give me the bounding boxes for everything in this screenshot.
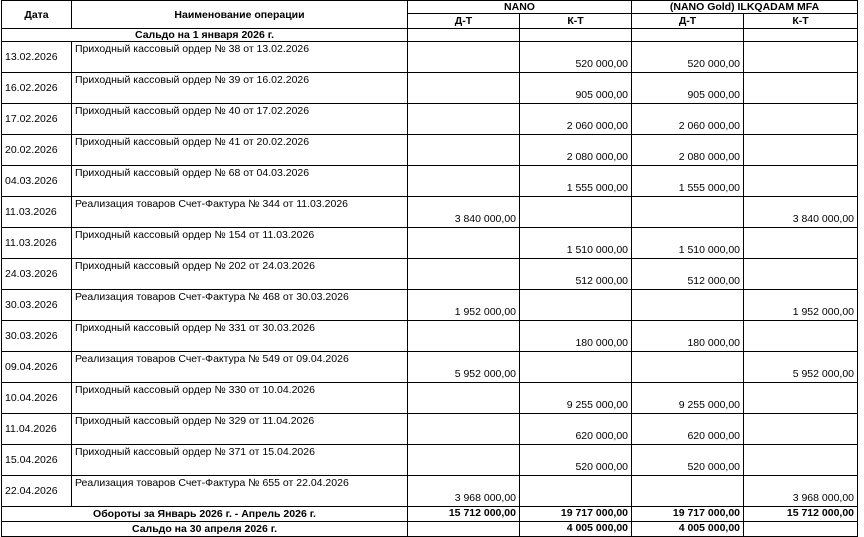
row-credit-nano-gold — [744, 104, 858, 135]
row-date: 30.03.2026 — [2, 290, 72, 321]
row-debit-nano — [408, 445, 520, 476]
turnover-credit-nano-gold: 15 712 000,00 — [744, 507, 858, 522]
header-party-nano-gold: (NANO Gold) ILKQADAM MFA — [632, 1, 858, 14]
row-debit-nano-gold: 180 000,00 — [632, 321, 744, 352]
row-debit-nano-gold: 1 555 000,00 — [632, 166, 744, 197]
table-row — [2, 73, 858, 104]
row-credit-nano: 1 510 000,00 — [520, 228, 632, 259]
row-date: 17.02.2026 — [2, 104, 72, 135]
table-row — [2, 42, 858, 73]
row-operation: Приходный кассовый ордер № 330 от 10.04.2026 — [72, 383, 408, 414]
row-debit-nano-gold: 2 080 000,00 — [632, 135, 744, 166]
row-debit-nano-gold — [632, 197, 744, 228]
row-debit-nano — [408, 104, 520, 135]
closing-balance-label: Сальдо на 30 апреля 2026 г. — [2, 522, 408, 537]
row-date: 11.03.2026 — [2, 197, 72, 228]
row-credit-nano: 905 000,00 — [520, 73, 632, 104]
table-row — [2, 228, 858, 259]
row-credit-nano-gold — [744, 259, 858, 290]
header-party-nano: NANO — [408, 1, 632, 14]
turnover-credit-nano: 19 717 000,00 — [520, 507, 632, 522]
row-credit-nano-gold — [744, 228, 858, 259]
opening-debit-nano — [408, 29, 520, 42]
turnover-debit-nano-gold: 19 717 000,00 — [632, 507, 744, 522]
row-operation: Приходный кассовый ордер № 41 от 20.02.2026 — [72, 135, 408, 166]
row-operation: Приходный кассовый ордер № 68 от 04.03.2026 — [72, 166, 408, 197]
row-debit-nano: 3 840 000,00 — [408, 197, 520, 228]
row-debit-nano — [408, 259, 520, 290]
row-credit-nano — [520, 476, 632, 507]
table-row — [2, 135, 858, 166]
row-credit-nano-gold — [744, 414, 858, 445]
row-credit-nano-gold — [744, 445, 858, 476]
closing-credit-nano-gold — [744, 522, 858, 537]
row-date: 22.04.2026 — [2, 476, 72, 507]
opening-credit-nano — [520, 29, 632, 42]
row-debit-nano-gold: 620 000,00 — [632, 414, 744, 445]
row-credit-nano-gold: 1 952 000,00 — [744, 290, 858, 321]
row-date: 30.03.2026 — [2, 321, 72, 352]
row-operation: Приходный кассовый ордер № 331 от 30.03.2026 — [72, 321, 408, 352]
row-debit-nano — [408, 321, 520, 352]
row-date: 04.03.2026 — [2, 166, 72, 197]
table-row — [2, 290, 858, 321]
row-date: 24.03.2026 — [2, 259, 72, 290]
turnover-debit-nano: 15 712 000,00 — [408, 507, 520, 522]
row-debit-nano: 5 952 000,00 — [408, 352, 520, 383]
table-row — [2, 166, 858, 197]
row-date: 09.04.2026 — [2, 352, 72, 383]
row-operation: Реализация товаров Счет-Фактура № 468 от 30.03.2026 — [72, 290, 408, 321]
row-credit-nano-gold — [744, 73, 858, 104]
table-row — [2, 476, 858, 507]
row-credit-nano: 512 000,00 — [520, 259, 632, 290]
table-row — [2, 321, 858, 352]
row-credit-nano-gold: 3 968 000,00 — [744, 476, 858, 507]
table-row — [2, 383, 858, 414]
reconciliation-act — [1, 0, 858, 537]
row-date: 10.04.2026 — [2, 383, 72, 414]
row-operation: Приходный кассовый ордер № 202 от 24.03.2026 — [72, 259, 408, 290]
row-operation: Реализация товаров Счет-Фактура № 655 от 22.04.2026 — [72, 476, 408, 507]
row-date: 13.02.2026 — [2, 42, 72, 73]
row-operation: Приходный кассовый ордер № 154 от 11.03.2026 — [72, 228, 408, 259]
table-row — [2, 104, 858, 135]
row-date: 16.02.2026 — [2, 73, 72, 104]
row-credit-nano — [520, 290, 632, 321]
row-credit-nano — [520, 197, 632, 228]
row-operation: Приходный кассовый ордер № 40 от 17.02.2026 — [72, 104, 408, 135]
row-operation: Приходный кассовый ордер № 371 от 15.04.2026 — [72, 445, 408, 476]
turnover-label: Обороты за Январь 2026 г. - Апрель 2026 г. — [2, 507, 408, 522]
row-debit-nano — [408, 166, 520, 197]
row-debit-nano — [408, 135, 520, 166]
row-date: 11.04.2026 — [2, 414, 72, 445]
row-debit-nano-gold — [632, 476, 744, 507]
table-row — [2, 445, 858, 476]
row-debit-nano: 3 968 000,00 — [408, 476, 520, 507]
header-date: Дата — [2, 1, 72, 29]
header-credit-nano: К-Т — [520, 14, 632, 29]
row-credit-nano: 2 080 000,00 — [520, 135, 632, 166]
row-debit-nano-gold: 1 510 000,00 — [632, 228, 744, 259]
row-debit-nano-gold: 905 000,00 — [632, 73, 744, 104]
row-operation: Реализация товаров Счет-Фактура № 549 от 09.04.2026 — [72, 352, 408, 383]
row-credit-nano-gold: 3 840 000,00 — [744, 197, 858, 228]
row-debit-nano — [408, 228, 520, 259]
row-debit-nano-gold: 2 060 000,00 — [632, 104, 744, 135]
row-debit-nano-gold: 520 000,00 — [632, 445, 744, 476]
table-row — [2, 197, 858, 228]
row-debit-nano-gold — [632, 352, 744, 383]
row-credit-nano — [520, 352, 632, 383]
table-row — [2, 352, 858, 383]
row-credit-nano-gold: 5 952 000,00 — [744, 352, 858, 383]
row-credit-nano-gold — [744, 42, 858, 73]
closing-credit-nano: 4 005 000,00 — [520, 522, 632, 537]
row-credit-nano: 2 060 000,00 — [520, 104, 632, 135]
row-debit-nano — [408, 414, 520, 445]
row-credit-nano: 1 555 000,00 — [520, 166, 632, 197]
header-debit-nano-gold: Д-Т — [632, 14, 744, 29]
row-operation: Приходный кассовый ордер № 329 от 11.04.2026 — [72, 414, 408, 445]
row-credit-nano-gold — [744, 321, 858, 352]
row-date: 20.02.2026 — [2, 135, 72, 166]
row-operation: Реализация товаров Счет-Фактура № 344 от 11.03.2026 — [72, 197, 408, 228]
row-debit-nano-gold: 520 000,00 — [632, 42, 744, 73]
row-debit-nano — [408, 42, 520, 73]
row-debit-nano-gold — [632, 290, 744, 321]
row-debit-nano: 1 952 000,00 — [408, 290, 520, 321]
row-credit-nano: 9 255 000,00 — [520, 383, 632, 414]
row-credit-nano: 520 000,00 — [520, 445, 632, 476]
row-credit-nano-gold — [744, 135, 858, 166]
row-date: 11.03.2026 — [2, 228, 72, 259]
closing-debit-nano-gold: 4 005 000,00 — [632, 522, 744, 537]
row-operation: Приходный кассовый ордер № 39 от 16.02.2026 — [72, 73, 408, 104]
table-row — [2, 259, 858, 290]
opening-debit-nano-gold — [632, 29, 744, 42]
row-date: 15.04.2026 — [2, 445, 72, 476]
row-credit-nano: 520 000,00 — [520, 42, 632, 73]
row-credit-nano: 620 000,00 — [520, 414, 632, 445]
opening-balance-label: Сальдо на 1 января 2026 г. — [2, 29, 408, 42]
row-debit-nano — [408, 383, 520, 414]
header-credit-nano-gold: К-Т — [744, 14, 858, 29]
row-credit-nano-gold — [744, 383, 858, 414]
row-debit-nano-gold: 9 255 000,00 — [632, 383, 744, 414]
opening-credit-nano-gold — [744, 29, 858, 42]
closing-debit-nano — [408, 522, 520, 537]
table-row — [2, 414, 858, 445]
row-credit-nano: 180 000,00 — [520, 321, 632, 352]
row-debit-nano-gold: 512 000,00 — [632, 259, 744, 290]
header-debit-nano: Д-Т — [408, 14, 520, 29]
row-operation: Приходный кассовый ордер № 38 от 13.02.2026 — [72, 42, 408, 73]
reconciliation-table — [1, 0, 858, 537]
row-debit-nano — [408, 73, 520, 104]
header-operation: Наименование операции — [72, 1, 408, 29]
row-credit-nano-gold — [744, 166, 858, 197]
